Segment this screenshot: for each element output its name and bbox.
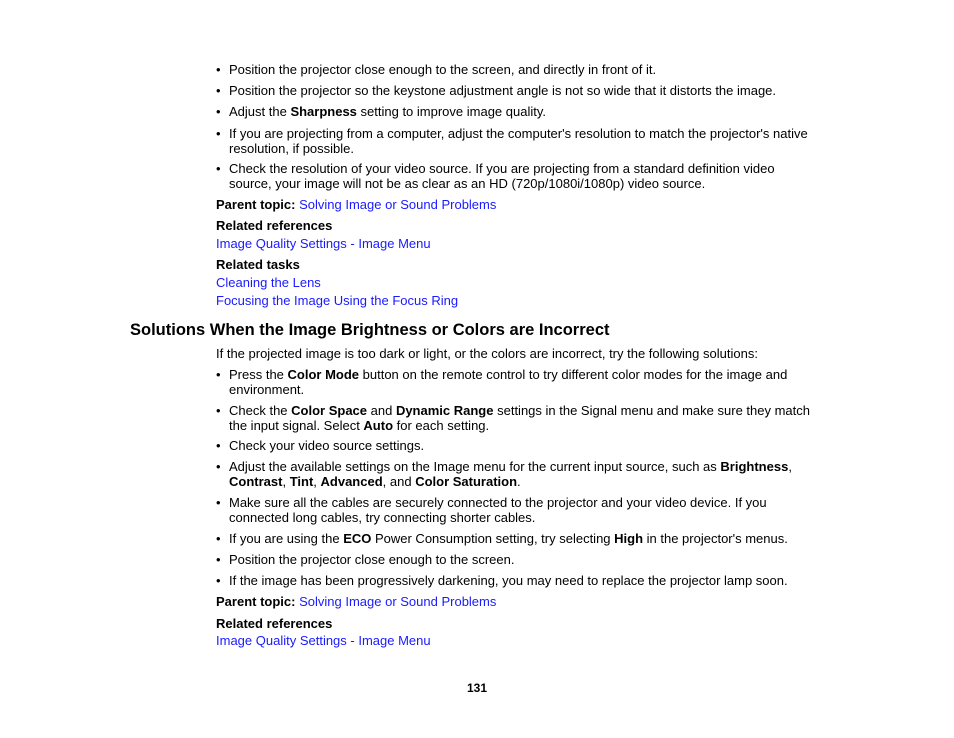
section-heading: Solutions When the Image Brightness or Colors are Incorrect	[130, 321, 610, 339]
list-item: If the image has been progressively darkening, you may need to replace the projector lamp soon.	[229, 573, 788, 588]
related-task-link[interactable]: Cleaning the Lens	[216, 275, 321, 290]
bullet-dot: •	[216, 459, 221, 474]
related-references-label: Related references	[216, 616, 333, 631]
bullet-dot: •	[216, 367, 221, 382]
related-references-label: Related references	[216, 218, 333, 233]
list-item: Press the Color Mode button on the remote control to try different color modes for the image and environment.	[229, 367, 788, 397]
intro-paragraph: If the projected image is too dark or light, or the colors are incorrect, try the following solutions:	[216, 346, 758, 361]
list-item: Check the resolution of your video source. If you are projecting from a standard definition video source, your image will not be as clear as an HD (720p/1080i/1080p) video source.	[229, 161, 775, 191]
parent-topic: Parent topic: Solving Image or Sound Problems	[216, 197, 497, 212]
bullet-dot: •	[216, 403, 221, 418]
parent-topic-link[interactable]: Solving Image or Sound Problems	[299, 594, 497, 609]
bullet-dot: •	[216, 495, 221, 510]
bullet-dot: •	[216, 104, 221, 119]
bullet-dot: •	[216, 126, 221, 141]
bullet-dot: •	[216, 83, 221, 98]
list-item: Position the projector so the keystone adjustment angle is not so wide that it distorts the image.	[229, 83, 777, 98]
related-tasks-label: Related tasks	[216, 257, 300, 272]
list-item: Position the projector close enough to the screen, and directly in front of it.	[229, 62, 657, 77]
bullet-dot: •	[216, 62, 221, 77]
parent-topic-link[interactable]: Solving Image or Sound Problems	[299, 197, 497, 212]
bullet-dot: •	[216, 438, 221, 453]
bullet-dot: •	[216, 552, 221, 567]
list-item: Adjust the Sharpness setting to improve image quality.	[229, 104, 546, 119]
related-reference-link[interactable]: Image Quality Settings - Image Menu	[216, 633, 431, 648]
bullet-dot: •	[216, 161, 221, 176]
related-reference-link[interactable]: Image Quality Settings - Image Menu	[216, 236, 431, 251]
list-item: Check the Color Space and Dynamic Range settings in the Signal menu and make sure they match the input signal. Select Auto for each setting.	[229, 403, 810, 433]
list-item: Make sure all the cables are securely connected to the projector and your video device. If you connected long cables, try connecting shorter cables.	[229, 495, 767, 525]
list-item: If you are using the ECO Power Consumption setting, try selecting High in the projector's menus.	[229, 531, 788, 546]
parent-topic: Parent topic: Solving Image or Sound Problems	[216, 594, 497, 609]
related-task-link[interactable]: Focusing the Image Using the Focus Ring	[216, 293, 459, 308]
list-item: Adjust the available settings on the Image menu for the current input source, such as Brightness, Contrast, Tint, Advanced, and Color Saturation.	[229, 459, 792, 489]
bullet-dot: •	[216, 573, 221, 588]
list-item: Position the projector close enough to the screen.	[229, 552, 515, 567]
page-number: 131	[466, 681, 488, 695]
list-item: If you are projecting from a computer, adjust the computer's resolution to match the projector's native resolution, if possible.	[229, 126, 808, 156]
bullet-dot: •	[216, 531, 221, 546]
list-item: Check your video source settings.	[229, 438, 425, 453]
